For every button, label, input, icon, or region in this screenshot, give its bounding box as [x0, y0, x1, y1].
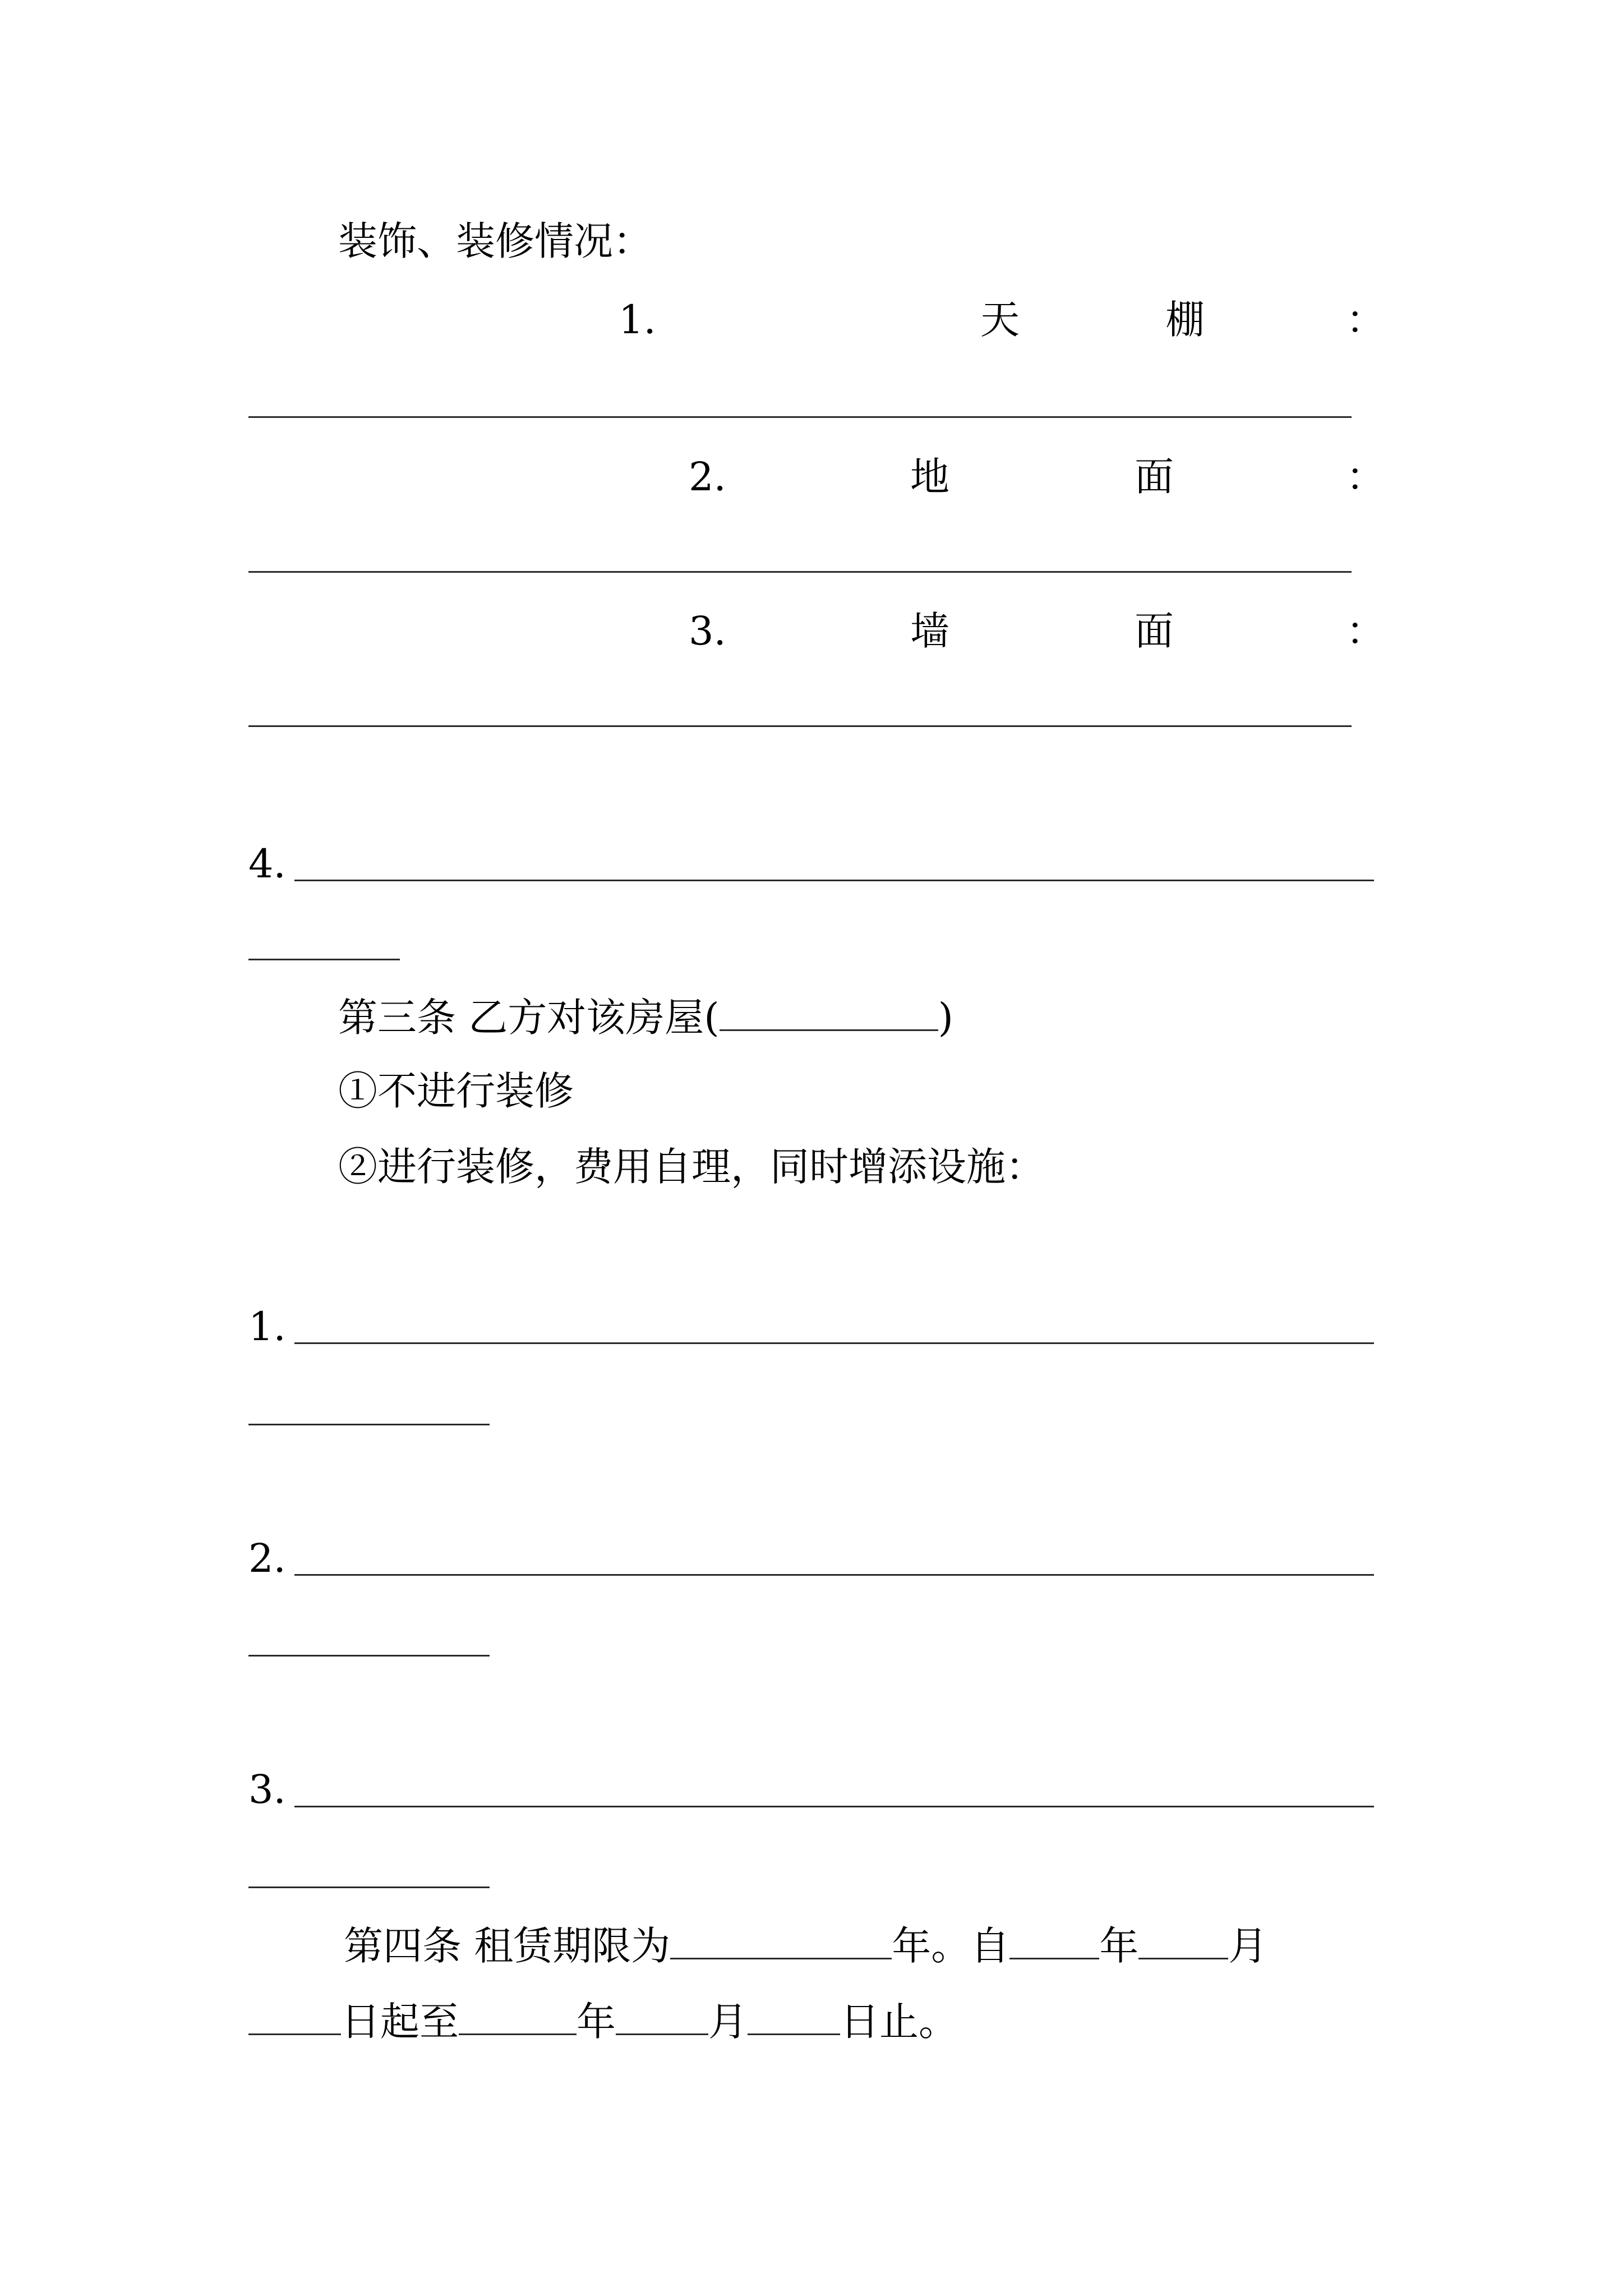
lease-years-blank[interactable] [670, 1924, 892, 1959]
item-4-number: 4. [248, 841, 286, 887]
article-4-line-2: 日起至 年 月 日止。 [248, 2000, 958, 2041]
item-3-number: 3. [689, 608, 726, 654]
item-2-number: 2. [689, 454, 726, 500]
facility-3-number: 3. [248, 1766, 286, 1812]
facility-1-number: 1. [248, 1304, 286, 1350]
item-1-char-2: 棚 [1165, 297, 1205, 343]
item-2-char-1: 地 [910, 454, 949, 500]
article-3-heading: 第三条 乙方对该房屋( ) [338, 995, 953, 1041]
item-2-colon: ： [1346, 454, 1385, 500]
end-month-blank[interactable] [616, 2000, 708, 2035]
article-3-choice-blank[interactable] [720, 996, 938, 1031]
facility-2-fill-line [294, 1574, 1374, 1576]
facility-1-fill-line-continued [248, 1424, 490, 1425]
end-year-blank[interactable] [459, 2000, 577, 2035]
article-3-option-2: ②进行装修，费用自理，同时增添设施： [338, 1144, 1045, 1190]
start-month-blank[interactable] [1138, 1924, 1228, 1959]
facility-3-fill-line [294, 1806, 1374, 1807]
facility-1-fill-line [294, 1342, 1374, 1344]
facility-3-fill-line-continued [248, 1887, 490, 1888]
item-2-fill-line [248, 571, 1352, 573]
item-4-fill-line-continued [248, 959, 400, 960]
article-4-line-1: 第四条 租赁期限为 年。自 年 月 [344, 1923, 1268, 1969]
start-day-blank[interactable] [248, 2000, 341, 2035]
facility-2-number: 2. [248, 1535, 286, 1581]
item-3-char-1: 墙 [910, 608, 949, 654]
article-3-option-1: ①不进行装修 [338, 1068, 574, 1114]
item-4-fill-line [294, 880, 1374, 881]
item-3-fill-line [248, 725, 1352, 727]
item-3-char-2: 面 [1135, 608, 1174, 654]
item-1-fill-line [248, 416, 1352, 418]
item-1-char-1: 天 [980, 297, 1020, 343]
item-1-number: 1. [619, 297, 656, 343]
item-3-colon: ： [1346, 608, 1385, 654]
start-year-blank[interactable] [1009, 1924, 1099, 1959]
item-1-colon: ： [1346, 297, 1385, 343]
facility-2-fill-line-continued [248, 1655, 490, 1657]
decoration-heading: 装饰、装修情况： [338, 218, 652, 264]
item-2-char-2: 面 [1135, 454, 1174, 500]
end-day-blank[interactable] [748, 2000, 840, 2035]
